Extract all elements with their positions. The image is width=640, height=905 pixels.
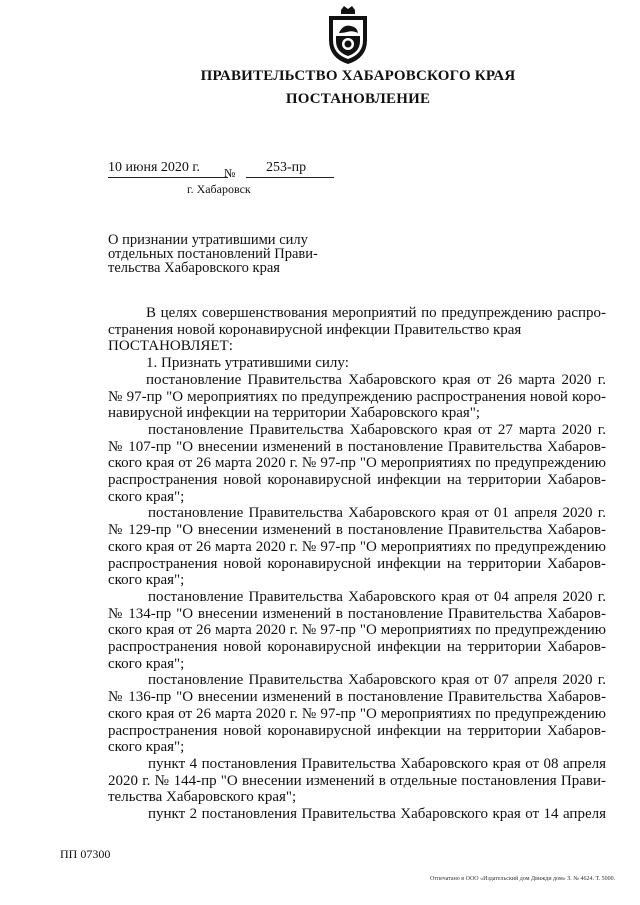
body-line: тельства Хабаровского края";	[108, 789, 297, 806]
body-line: распространения новой коронавирусной инфекции на территории Хабаров-	[108, 555, 606, 572]
body-line: постановление Правительства Хабаровского края от 01 апреля 2020 г.	[148, 505, 606, 522]
body-line: ского края от 26 марта 2020 г. № 97-пр "О мероприятиях по предупреждению	[108, 455, 606, 472]
number-sign: №	[224, 166, 236, 180]
organization-title: ПРАВИТЕЛЬСТВО ХАБАРОВСКОГО КРАЯ	[200, 68, 516, 84]
body-line: ПОСТАНОВЛЯЕТ:	[108, 338, 233, 355]
subject-line: отдельных постановлений Прави-	[108, 246, 318, 262]
body-line: № 134-пр "О внесении изменений в постановление Правительства Хабаров-	[108, 605, 606, 622]
document-body	[108, 305, 606, 823]
body-line: странения новой коронавирусной инфекции Правительство края	[108, 321, 522, 338]
date-underline	[108, 177, 228, 178]
number-underline	[246, 177, 334, 178]
coat-of-arms-emblem	[325, 6, 371, 66]
body-line: ского края от 26 марта 2020 г. № 97-пр "О мероприятиях по предупреждению	[108, 622, 606, 639]
subject-line: тельства Хабаровского края	[108, 260, 280, 276]
printer-imprint: Отпечатано в ООО «Издательский дом Движди дом» З. № 4624. Т. 5000.	[430, 876, 616, 882]
body-line: постановление Правительства Хабаровского края от 26 марта 2020 г.	[146, 371, 606, 388]
body-line: 1. Признать утратившими силу:	[146, 355, 349, 372]
body-line: пункт 4 постановления Правительства Хабаровского края от 08 апреля	[148, 755, 606, 772]
body-line: постановление Правительства Хабаровского края от 27 марта 2020 г.	[148, 421, 606, 438]
body-line: навирусной инфекции на территории Хабаровского края";	[108, 405, 481, 422]
body-line: распространения новой коронавирусной инфекции на территории Хабаров-	[108, 472, 606, 489]
body-line: ского края";	[108, 488, 185, 505]
body-line: ского края от 26 марта 2020 г. № 97-пр "О мероприятиях по предупреждению	[108, 705, 606, 722]
body-line: В целях совершенствования мероприятий по предупреждению распро-	[146, 305, 606, 321]
city-name: г. Хабаровск	[187, 182, 251, 196]
body-line: распространения новой коронавирусной инфекции на территории Хабаров-	[108, 639, 606, 656]
document-type-title: ПОСТАНОВЛЕНИЕ	[285, 91, 431, 107]
document-subject	[108, 233, 348, 275]
body-line: № 136-пр "О внесении изменений в постановление Правительства Хабаров-	[108, 689, 606, 706]
body-line: ского края от 26 марта 2020 г. № 97-пр "О мероприятиях по предупреждению	[108, 538, 606, 555]
subject-line: О признании утратившими силу	[108, 232, 308, 248]
document-number: 253-пр	[266, 160, 307, 175]
date-number-line	[108, 160, 348, 182]
body-line: постановление Правительства Хабаровского края от 07 апреля 2020 г.	[148, 672, 606, 689]
body-line: ского края";	[108, 572, 185, 589]
body-line: ского края";	[108, 739, 185, 756]
body-line: № 107-пр "О внесении изменений в постановление Правительства Хабаров-	[108, 438, 606, 455]
document-date: 10 июня 2020 г.	[108, 160, 201, 175]
body-line: № 97-пр "О мероприятиях по предупреждению распространения новой коро-	[108, 388, 606, 405]
body-line: пункт 2 постановления Правительства Хабаровского края от 14 апреля	[148, 806, 606, 823]
body-line: постановление Правительства Хабаровского края от 04 апреля 2020 г.	[148, 588, 606, 605]
body-line: 2020 г. № 144-пр "О внесении изменений в отдельные постановления Прави-	[108, 772, 606, 789]
body-line: № 129-пр "О внесении изменений в постановление Правительства Хабаров-	[108, 522, 606, 539]
body-line: распространения новой коронавирусной инфекции на территории Хабаров-	[108, 722, 606, 739]
document-code: ПП 07300	[60, 847, 111, 861]
body-line: ского края";	[108, 655, 185, 672]
